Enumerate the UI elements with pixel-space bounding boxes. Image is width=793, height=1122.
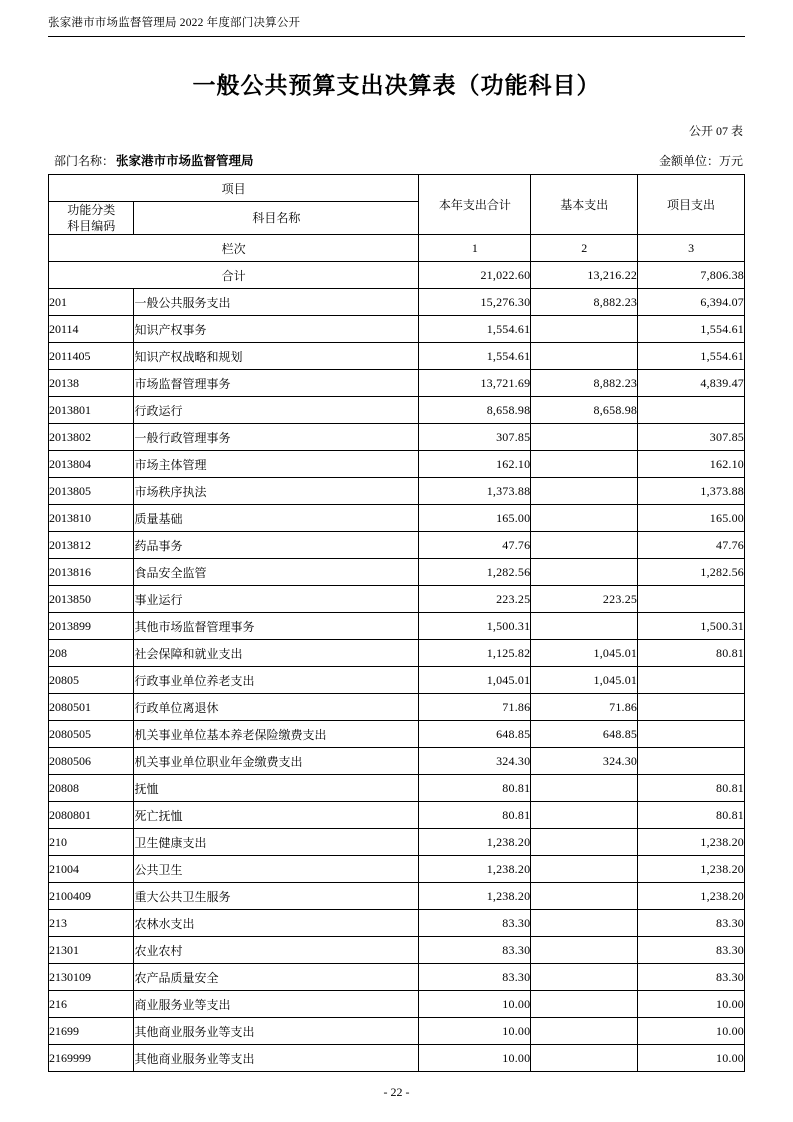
cell-total: 1,282.56	[419, 559, 531, 586]
department-info	[54, 151, 254, 169]
column-subject-name: 科目名称	[134, 202, 419, 235]
cell-project: 1,554.61	[638, 343, 745, 370]
table-row	[49, 640, 745, 667]
column-function-code	[49, 202, 134, 235]
cell-project: 165.00	[638, 505, 745, 532]
cell-total: 162.10	[419, 451, 531, 478]
cell-basic	[531, 613, 638, 640]
cell-function-code: 21004	[49, 856, 134, 883]
table-row	[49, 478, 745, 505]
cell-total: 83.30	[419, 964, 531, 991]
cell-project	[638, 667, 745, 694]
cell-subject-name: 抚恤	[134, 775, 419, 802]
cell-subject-name: 事业运行	[134, 586, 419, 613]
cell-project: 10.00	[638, 991, 745, 1018]
lan-label: 栏次	[49, 235, 419, 262]
cell-total: 1,238.20	[419, 856, 531, 883]
cell-project: 10.00	[638, 1018, 745, 1045]
cell-basic: 1,045.01	[531, 667, 638, 694]
cell-function-code: 2130109	[49, 964, 134, 991]
cell-project: 1,238.20	[638, 856, 745, 883]
cell-project	[638, 721, 745, 748]
cell-basic	[531, 937, 638, 964]
table-column-number-row	[49, 235, 745, 262]
page-title: 一般公共预算支出决算表（功能科目）	[192, 73, 601, 98]
cell-total: 15,276.30	[419, 289, 531, 316]
cell-subject-name: 药品事务	[134, 532, 419, 559]
cell-function-code: 20114	[49, 316, 134, 343]
cell-basic: 8,658.98	[531, 397, 638, 424]
cell-project: 1,238.20	[638, 829, 745, 856]
cell-subject-name: 一般行政管理事务	[134, 424, 419, 451]
cell-function-code: 213	[49, 910, 134, 937]
cell-subject-name: 行政运行	[134, 397, 419, 424]
cell-project: 47.76	[638, 532, 745, 559]
cell-function-code: 2080801	[49, 802, 134, 829]
cell-total: 80.81	[419, 775, 531, 802]
total-row-project: 7,806.38	[638, 262, 745, 289]
cell-total: 324.30	[419, 748, 531, 775]
column-function-code-line2: 科目编码	[67, 219, 116, 234]
cell-function-code: 2080501	[49, 694, 134, 721]
cell-total: 1,125.82	[419, 640, 531, 667]
cell-subject-name: 农产品质量安全	[134, 964, 419, 991]
cell-function-code: 2080505	[49, 721, 134, 748]
cell-basic	[531, 532, 638, 559]
cell-total: 71.86	[419, 694, 531, 721]
table-row	[49, 532, 745, 559]
cell-project: 83.30	[638, 937, 745, 964]
cell-basic	[531, 505, 638, 532]
cell-subject-name: 市场主体管理	[134, 451, 419, 478]
cell-basic	[531, 775, 638, 802]
cell-project: 162.10	[638, 451, 745, 478]
table-row	[49, 397, 745, 424]
cell-project: 4,839.47	[638, 370, 745, 397]
cell-function-code: 210	[49, 829, 134, 856]
cell-basic	[531, 802, 638, 829]
cell-total: 8,658.98	[419, 397, 531, 424]
cell-total: 307.85	[419, 424, 531, 451]
cell-function-code: 2013812	[49, 532, 134, 559]
cell-function-code: 2013805	[49, 478, 134, 505]
cell-subject-name: 知识产权事务	[134, 316, 419, 343]
cell-basic: 71.86	[531, 694, 638, 721]
total-row-total: 21,022.60	[419, 262, 531, 289]
header-divider	[48, 36, 745, 37]
cell-subject-name: 卫生健康支出	[134, 829, 419, 856]
cell-function-code: 208	[49, 640, 134, 667]
cell-function-code: 2013850	[49, 586, 134, 613]
table-header-row-1	[49, 175, 745, 202]
cell-function-code: 2013899	[49, 613, 134, 640]
cell-function-code: 2013804	[49, 451, 134, 478]
cell-basic	[531, 451, 638, 478]
column-basic: 基本支出	[531, 175, 638, 235]
table-row	[49, 856, 745, 883]
document-header	[48, 0, 745, 37]
cell-total: 83.30	[419, 937, 531, 964]
cell-basic: 648.85	[531, 721, 638, 748]
cell-project: 83.30	[638, 910, 745, 937]
cell-subject-name: 其他商业服务业等支出	[134, 1045, 419, 1072]
cell-basic	[531, 316, 638, 343]
cell-subject-name: 重大公共卫生服务	[134, 883, 419, 910]
table-row	[49, 802, 745, 829]
table-row	[49, 289, 745, 316]
department-label: 部门名称：	[54, 154, 115, 168]
cell-basic	[531, 829, 638, 856]
cell-project: 83.30	[638, 964, 745, 991]
cell-subject-name: 市场监督管理事务	[134, 370, 419, 397]
table-row-total	[49, 262, 745, 289]
cell-basic	[531, 424, 638, 451]
cell-subject-name: 行政事业单位养老支出	[134, 667, 419, 694]
cell-project: 1,373.88	[638, 478, 745, 505]
cell-subject-name: 死亡抚恤	[134, 802, 419, 829]
cell-basic	[531, 883, 638, 910]
cell-total: 165.00	[419, 505, 531, 532]
meta-row	[48, 151, 745, 169]
table-row	[49, 775, 745, 802]
cell-total: 223.25	[419, 586, 531, 613]
cell-function-code: 2013801	[49, 397, 134, 424]
table-row	[49, 667, 745, 694]
department-name: 张家港市市场监督管理局	[116, 154, 254, 168]
cell-total: 1,238.20	[419, 829, 531, 856]
column-project: 项目支出	[638, 175, 745, 235]
cell-total: 1,238.20	[419, 883, 531, 910]
table-row	[49, 613, 745, 640]
cell-basic: 324.30	[531, 748, 638, 775]
table-row	[49, 964, 745, 991]
cell-basic	[531, 964, 638, 991]
column-function-code-line1: 功能分类	[67, 203, 116, 217]
cell-function-code: 21699	[49, 1018, 134, 1045]
table-row	[49, 505, 745, 532]
cell-total: 83.30	[419, 910, 531, 937]
cell-project: 307.85	[638, 424, 745, 451]
cell-subject-name: 农林水支出	[134, 910, 419, 937]
cell-function-code: 2100409	[49, 883, 134, 910]
cell-project	[638, 586, 745, 613]
table-header	[49, 175, 745, 262]
cell-basic	[531, 559, 638, 586]
total-row-basic: 13,216.22	[531, 262, 638, 289]
table-row	[49, 721, 745, 748]
lan-value-3: 3	[638, 235, 745, 262]
budget-expenditure-table	[48, 174, 745, 1072]
cell-total: 1,373.88	[419, 478, 531, 505]
cell-function-code: 20805	[49, 667, 134, 694]
table-row	[49, 991, 745, 1018]
table-row	[49, 1018, 745, 1045]
cell-project: 6,394.07	[638, 289, 745, 316]
cell-function-code: 201	[49, 289, 134, 316]
cell-subject-name: 质量基础	[134, 505, 419, 532]
lan-value-1: 1	[419, 235, 531, 262]
cell-subject-name: 其他商业服务业等支出	[134, 1018, 419, 1045]
cell-basic	[531, 910, 638, 937]
column-total: 本年支出合计	[419, 175, 531, 235]
cell-project: 1,238.20	[638, 883, 745, 910]
cell-project	[638, 397, 745, 424]
cell-basic: 1,045.01	[531, 640, 638, 667]
breadcrumb: 张家港市市场监督管理局 2022 年度部门决算公开	[48, 17, 301, 29]
cell-total: 1,554.61	[419, 343, 531, 370]
table-row	[49, 316, 745, 343]
cell-total: 1,500.31	[419, 613, 531, 640]
lan-value-2: 2	[531, 235, 638, 262]
table-row	[49, 694, 745, 721]
sheet-code-label: 公开 07 表	[688, 124, 743, 138]
table-row	[49, 937, 745, 964]
cell-project: 80.81	[638, 802, 745, 829]
cell-project: 10.00	[638, 1045, 745, 1072]
table-row	[49, 910, 745, 937]
cell-function-code: 216	[49, 991, 134, 1018]
table-row	[49, 883, 745, 910]
table-row	[49, 451, 745, 478]
cell-project: 80.81	[638, 775, 745, 802]
table-row	[49, 586, 745, 613]
cell-basic	[531, 1045, 638, 1072]
table-row	[49, 343, 745, 370]
cell-subject-name: 一般公共服务支出	[134, 289, 419, 316]
cell-total: 13,721.69	[419, 370, 531, 397]
cell-basic: 223.25	[531, 586, 638, 613]
cell-project: 1,554.61	[638, 316, 745, 343]
table-body	[49, 262, 745, 1072]
table-row	[49, 424, 745, 451]
cell-subject-name: 市场秩序执法	[134, 478, 419, 505]
cell-function-code: 2013816	[49, 559, 134, 586]
table-row	[49, 748, 745, 775]
cell-basic	[531, 856, 638, 883]
cell-total: 1,554.61	[419, 316, 531, 343]
cell-subject-name: 商业服务业等支出	[134, 991, 419, 1018]
table-row	[49, 559, 745, 586]
cell-basic: 8,882.23	[531, 289, 638, 316]
column-group-item: 项目	[49, 175, 419, 202]
cell-function-code: 2169999	[49, 1045, 134, 1072]
cell-project: 1,282.56	[638, 559, 745, 586]
cell-project	[638, 694, 745, 721]
cell-basic	[531, 343, 638, 370]
cell-subject-name: 公共卫生	[134, 856, 419, 883]
cell-basic	[531, 478, 638, 505]
cell-function-code: 2011405	[49, 343, 134, 370]
cell-basic	[531, 1018, 638, 1045]
cell-total: 47.76	[419, 532, 531, 559]
cell-total: 10.00	[419, 1018, 531, 1045]
table-row	[49, 829, 745, 856]
cell-total: 1,045.01	[419, 667, 531, 694]
cell-subject-name: 机关事业单位职业年金缴费支出	[134, 748, 419, 775]
cell-subject-name: 社会保障和就业支出	[134, 640, 419, 667]
cell-function-code: 20138	[49, 370, 134, 397]
cell-subject-name: 知识产权战略和规划	[134, 343, 419, 370]
cell-basic: 8,882.23	[531, 370, 638, 397]
cell-total: 10.00	[419, 991, 531, 1018]
amount-unit-label: 金额单位：万元	[658, 154, 743, 168]
cell-subject-name: 机关事业单位基本养老保险缴费支出	[134, 721, 419, 748]
cell-subject-name: 食品安全监管	[134, 559, 419, 586]
cell-project: 80.81	[638, 640, 745, 667]
total-row-label: 合计	[49, 262, 419, 289]
cell-function-code: 2013802	[49, 424, 134, 451]
table-row	[49, 370, 745, 397]
cell-subject-name: 农业农村	[134, 937, 419, 964]
cell-total: 648.85	[419, 721, 531, 748]
cell-basic	[531, 991, 638, 1018]
table-row	[49, 1045, 745, 1072]
cell-function-code: 2013810	[49, 505, 134, 532]
page-number: - 22 -	[383, 1085, 410, 1099]
cell-total: 80.81	[419, 802, 531, 829]
cell-function-code: 21301	[49, 937, 134, 964]
cell-subject-name: 行政单位离退休	[134, 694, 419, 721]
cell-project	[638, 748, 745, 775]
cell-project: 1,500.31	[638, 613, 745, 640]
cell-subject-name: 其他市场监督管理事务	[134, 613, 419, 640]
cell-function-code: 2080506	[49, 748, 134, 775]
cell-total: 10.00	[419, 1045, 531, 1072]
cell-function-code: 20808	[49, 775, 134, 802]
